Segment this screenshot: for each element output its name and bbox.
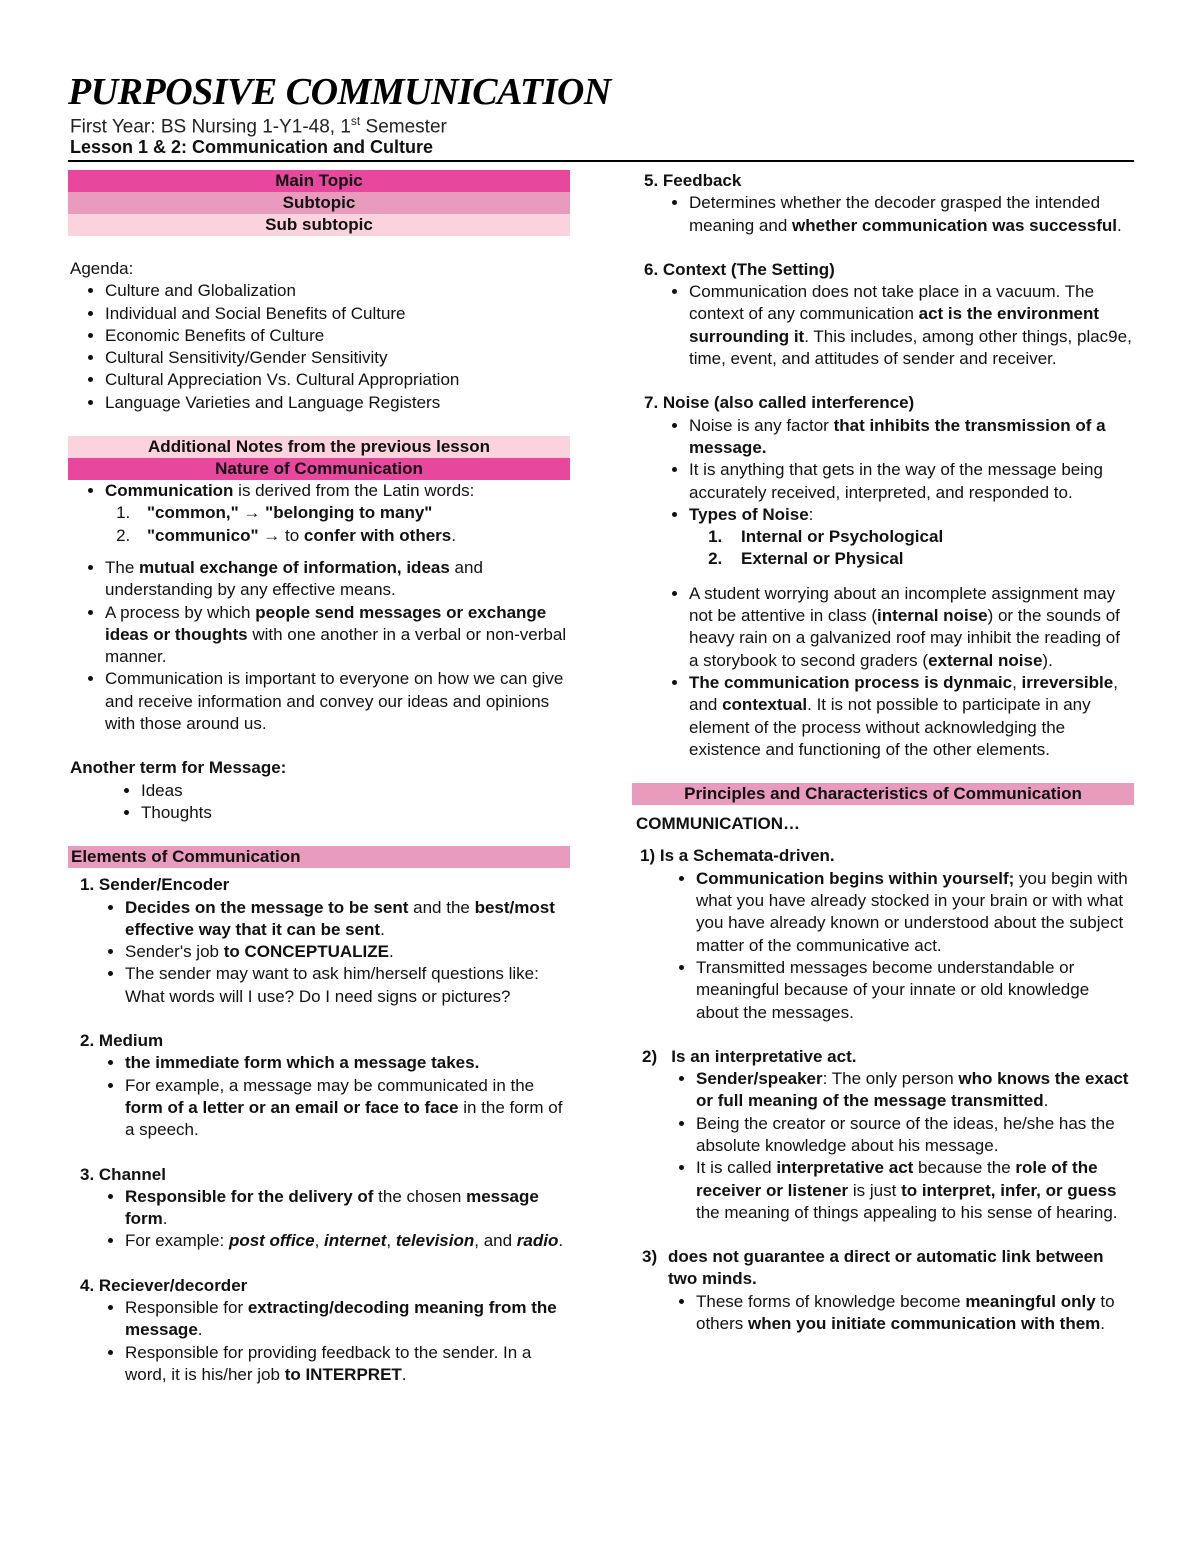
document-subtitle <box>70 114 447 138</box>
element-noise <box>644 392 1134 761</box>
latin-list <box>105 502 570 547</box>
element-title: 2. Medium <box>80 1031 164 1051</box>
list-item: • Thoughts <box>141 802 570 824</box>
list-item: • Responsible for the delivery of the chosen message form. <box>125 1186 570 1231</box>
list-item: • A process by which people send messages or exchange ideas or thoughts with one another in a verbal or non-verbal manner. <box>105 602 570 669</box>
list-item: • Responsible for providing feedback to the sender. In a word, it is his/her job to INTERPRET. <box>125 1342 570 1387</box>
list-item: • The sender may want to ask him/herself questions like: What words will I use? Do I need signs or pictures? <box>125 963 570 1008</box>
elements-header: Elements of Communication <box>68 846 570 868</box>
subtitle-text: First Year: BS Nursing 1-Y1-48, 1 <box>70 116 351 138</box>
element-channel <box>80 1164 570 1275</box>
list-item: 1. Internal or Psychological <box>727 526 1134 548</box>
document-title: PURPOSIVE COMMUNICATION <box>68 71 611 113</box>
list-item: • For example, a message may be communicated in the form of a letter or an email or face to face in the form of a speech. <box>125 1075 570 1142</box>
principle-title: Is an interpretative act. <box>671 1046 857 1066</box>
element-context <box>644 259 1134 392</box>
list-item: • Responsible for extracting/decoding meaning from the message. <box>125 1297 570 1342</box>
list-item: 1. "common," → "belonging to many" <box>135 502 570 524</box>
another-term-list <box>68 780 570 825</box>
element-title: 5. Feedback <box>644 171 742 190</box>
principle-2: 2) Is an interpretative act. • Sender/speaker: The only person who knows the exact or full meaning of the message transmitted. • Being the creator or source of the ideas, he/she has the absolute knowledge about his message. • It is called interpretative act because the role of the receiver or listener is just to interpret, infer, or guess the meaning of things appealing to his sense of hearing. <box>632 1046 1134 1224</box>
another-term-label: Another term for Message: <box>70 758 287 778</box>
element-title: 3. Channel <box>80 1164 166 1184</box>
element-title: 4. Reciever/decorder <box>80 1275 248 1295</box>
list-item: • Determines whether the decoder grasped the intended meaning and whether communication was successful. <box>689 192 1134 237</box>
list-item: • These forms of knowledge become meaningful only to others when you initiate communication with them. <box>696 1291 1134 1336</box>
elements-list-left <box>68 874 570 1386</box>
element-title: 6. Context (The Setting) <box>644 259 835 279</box>
elements-list-right <box>632 170 1134 761</box>
principle-3: 3) does not guarantee a direct or automatic link between two minds. • These forms of knowledge become meaningful only to others when you initiate communication with them. <box>632 1246 1134 1335</box>
header-divider <box>68 160 1134 162</box>
agenda-label: Agenda: <box>70 259 134 278</box>
principles-lead: COMMUNICATION… <box>636 814 800 834</box>
element-title: 1. Sender/Encoder <box>80 875 230 895</box>
list-item: • Transmitted messages become understandable or meaningful because of your innate or old knowledge about the messages. <box>696 957 1134 1024</box>
element-medium <box>80 1030 570 1163</box>
list-item: • For example: post office, internet, television, and radio. <box>125 1230 570 1252</box>
noise-types-list <box>689 526 1134 571</box>
list-item: • The mutual exchange of information, ideas and understanding by any effective means. <box>105 557 570 602</box>
list-item: • Noise is any factor that inhibits the transmission of a message. <box>689 415 1134 460</box>
element-title: 7. Noise (also called interference) <box>644 393 915 413</box>
subtitle-suffix: Semester <box>360 116 447 138</box>
additional-notes-header: Additional Notes from the previous lesson <box>68 436 570 458</box>
list-item: • It is anything that gets in the way of the message being accurately received, interpreted, and responded to. <box>689 459 1134 504</box>
legend-sub-subtopic: Sub subtopic <box>68 214 570 236</box>
subtitle-superscript: st <box>350 114 361 128</box>
lesson-title: Lesson 1 & 2: Communication and Culture <box>70 137 434 157</box>
legend-main-topic: Main Topic <box>68 170 570 192</box>
list-item: • Economic Benefits of Culture <box>105 325 570 347</box>
list-item: • Types of Noise: 1. Internal or Psychological 2. External or Physical <box>689 504 1134 583</box>
element-sender <box>80 874 570 1030</box>
list-item: • Communication is important to everyone on how we can give and receive information and convey our ideas and opinions with those around us. <box>105 668 570 735</box>
list-item: • Sender/speaker: The only person who knows the exact or full meaning of the message transmitted. <box>696 1068 1134 1113</box>
list-item: • Individual and Social Benefits of Culture <box>105 303 570 325</box>
list-item: • Being the creator or source of the ideas, he/she has the absolute knowledge about his message. <box>696 1113 1134 1158</box>
nature-header: Nature of Communication <box>68 458 570 480</box>
list-item: • Ideas <box>141 780 570 802</box>
list-item: 2. External or Physical <box>727 548 1134 570</box>
list-item: • Communication is derived from the Latin words: 1. "common," → "belonging to many" 2. "communico" → to confer with others. <box>105 480 570 557</box>
principle-1: 1) Is a Schemata-driven. • Communication begins within yourself; you begin with what you have already stocked in your brain or with what you have already known or understood about the subject matter of the communicative act. • Transmitted messages become understandable or meaningful because of your innate or old knowledge about the messages. <box>632 845 1134 1023</box>
list-item: • Language Varieties and Language Registers <box>105 392 570 414</box>
list-item: • Communication begins within yourself; you begin with what you have already stocked in your brain or with what you have already known or understood about the subject matter of the communicative act. <box>696 868 1134 957</box>
list-item: • Sender's job to CONCEPTUALIZE. <box>125 941 570 963</box>
legend-subtopic: Subtopic <box>68 192 570 214</box>
list-item: 2. "communico" → to confer with others. <box>135 525 570 547</box>
element-receiver <box>80 1275 570 1386</box>
list-item: • The communication process is dynmaic, irreversible, and contextual. It is not possible to participate in any element of the process without acknowledging the existence and functioning of the other elements. <box>689 672 1134 761</box>
list-item: • A student worrying about an incomplete assignment may not be attentive in class (internal noise) or the sounds of heavy rain on a galvanized roof may inhibit the reading of a storybook to second graders (external noise). <box>689 583 1134 672</box>
element-feedback <box>644 170 1134 259</box>
list-item: • Cultural Appreciation Vs. Cultural Appropriation <box>105 369 570 391</box>
nature-list <box>68 480 570 735</box>
left-column <box>68 170 570 1386</box>
list-item: • Cultural Sensitivity/Gender Sensitivity <box>105 347 570 369</box>
agenda-list <box>68 280 570 414</box>
principles-header: Principles and Characteristics of Communication <box>632 783 1134 805</box>
principle-title: does not guarantee a direct or automatic link between two minds. <box>668 1247 1104 1289</box>
principle-title: Is a Schemata-driven. <box>659 846 835 866</box>
list-item: • the immediate form which a message takes. <box>125 1052 570 1074</box>
list-item: • Culture and Globalization <box>105 280 570 302</box>
list-item: • Communication does not take place in a vacuum. The context of any communication act is the environment surrounding it. This includes, among other things, plac9e, time, event, and attitudes of sender and receiver. <box>689 281 1134 370</box>
list-item: • Decides on the message to be sent and the best/most effective way that it can be sent. <box>125 897 570 942</box>
right-column <box>632 170 1134 1335</box>
list-item: • It is called interpretative act because the role of the receiver or listener is just to interpret, infer, or guess the meaning of things appealing to his sense of hearing. <box>696 1157 1134 1224</box>
